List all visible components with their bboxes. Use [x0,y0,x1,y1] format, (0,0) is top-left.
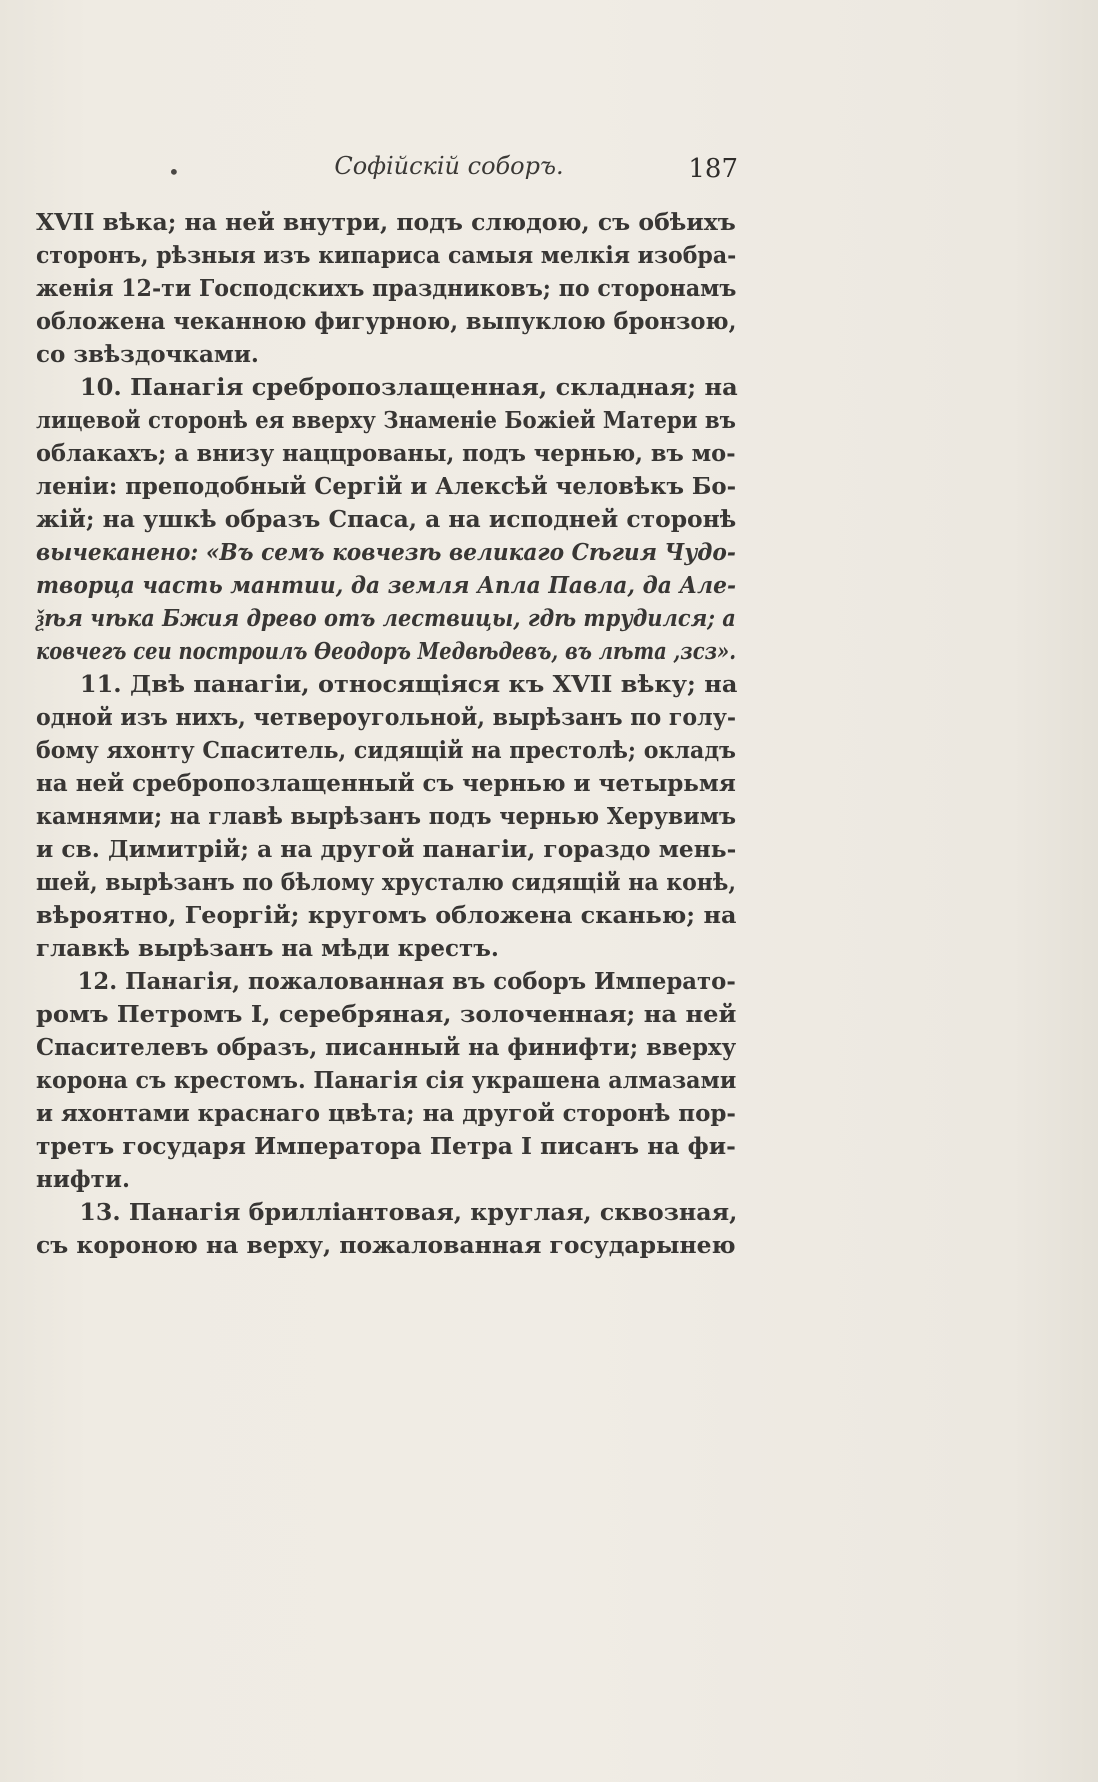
text-line: XVII вѣка; на ней внутри, подъ слюдою, съ обѣихъ [36,209,736,236]
text-line: 13. Панагія брилліантовая, круглая, сквозная, [79,1199,738,1226]
text-line: ковчегъ сеи построилъ Ѳеодоръ Медвѣдевъ, въ лѣта ,зсз». [36,638,737,665]
text-line: творца часть мантии, да земля Апла Павла, да Але- [36,572,737,599]
text-line: ѯѣя чѣка Бжия древо отъ лествицы, гдѣ трудился; а [36,605,736,632]
text-line: камнями; на главѣ вырѣзанъ подъ чернью Херувимъ [36,803,737,830]
text-line: вычеканено: «Въ семъ ковчезѣ великаго Сѣгия Чудо- [36,539,736,566]
text-line: со звѣздочками. [36,341,259,368]
text-line: одной изъ нихъ, четвероугольной, вырѣзанъ по голу- [36,704,737,731]
text-line: облакахъ; а внизу наццрованы, подъ чернью, въ мо- [36,440,736,467]
text-line: бому яхонту Спаситель, сидящій на престолѣ; окладъ [36,737,736,764]
text-line: 12. Панагія, пожалованная въ соборъ Императо- [77,968,736,995]
text-line: 11. Двѣ панагіи, относящіяся къ XVII вѣку; на [79,671,738,698]
text-line: 10. Панагія сребропозлащенная, складная; на [79,374,738,401]
text-line: шей, вырѣзанъ по бѣлому хрусталю сидящій на конѣ, [36,869,737,896]
body-text [36,206,736,1262]
text-line: и св. Димитрій; а на другой панагіи, гораздо мень- [36,836,737,863]
text-line: обложена чеканною фигурною, выпуклою бронзою, [36,308,737,335]
text-line: лицевой сторонѣ ея вверху Знаменіе Божіей Матери въ [36,407,736,434]
text-line: третъ государя Императора Петра I писанъ на фи- [36,1133,736,1160]
text-line: и яхонтами краснаго цвѣта; на другой сторонѣ пор- [36,1100,736,1127]
header-mark: • [168,160,180,184]
text-line: на ней сребропозлащенный съ чернью и четырьмя [36,770,736,797]
text-line: съ короною на верху, пожалованная государынею [36,1232,736,1259]
page-number: 187 [688,154,738,184]
text-line: женія 12-ти Господскихъ праздниковъ; по сторонамъ [36,275,737,302]
text-line: главкѣ вырѣзанъ на мѣди крестъ. [36,935,499,962]
text-line: корона съ крестомъ. Панагія сія украшена алмазами [36,1067,737,1094]
text-line: леніи: преподобный Сергій и Алексѣй человѣкъ Бо- [36,473,737,500]
text-line: нифти. [36,1166,130,1193]
text-line: вѣроятно, Георгій; кругомъ обложена сканью; на [36,902,737,929]
text-line: Спасителевъ образъ, писанный на финифти; вверху [36,1034,737,1061]
page-header [160,152,738,192]
text-line: ромъ Петромъ I, серебряная, золоченная; на ней [36,1001,737,1028]
text-line: сторонъ, рѣзныя изъ кипариса самыя мелкія изобра- [36,242,737,269]
text-line: жій; на ушкѣ образъ Спаса, а на исподней сторонѣ [36,506,737,533]
running-title: Софійскій соборъ. [334,152,564,180]
